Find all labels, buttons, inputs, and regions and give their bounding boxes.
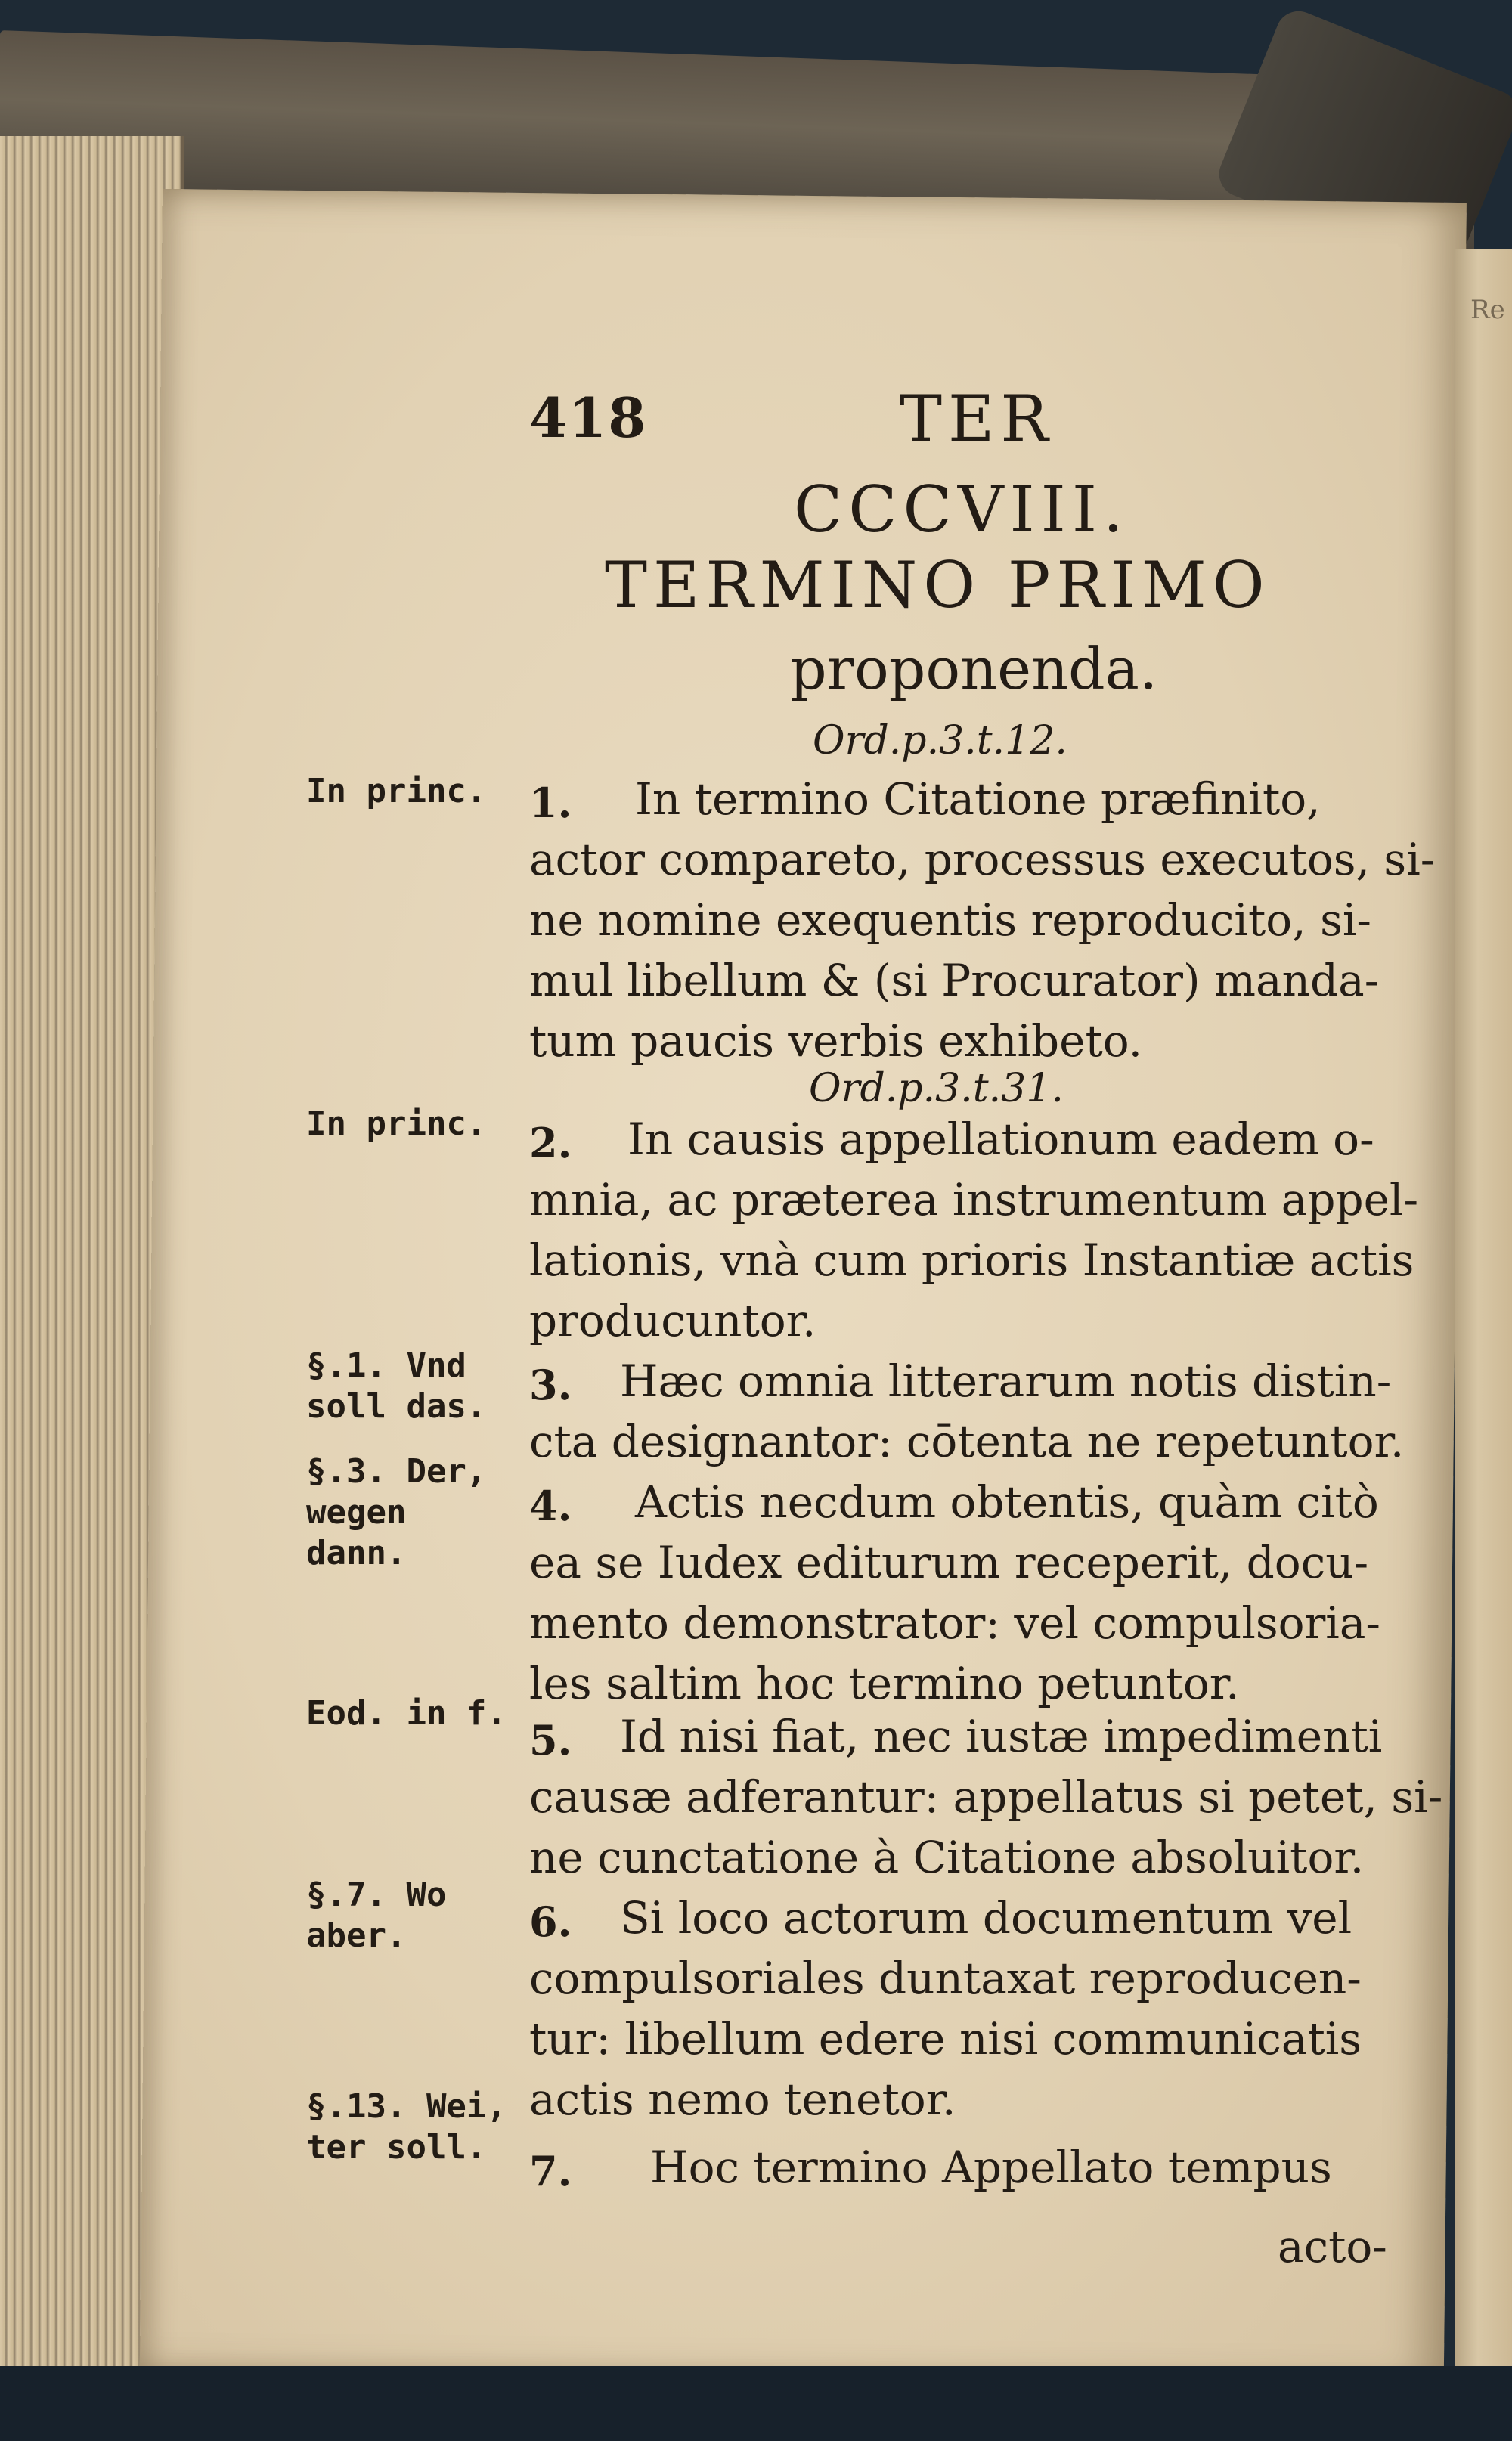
paragraph-number: 2. — [529, 1119, 572, 1167]
margin-note: §.7. Wo aber. — [306, 1876, 447, 1955]
paragraph-line: In termino Citatione præfinito, — [635, 773, 1321, 825]
paragraph-number: 7. — [529, 2147, 572, 2195]
catchword: acto- — [1278, 2221, 1387, 2272]
chapter-title: TERMINO PRIMO — [605, 548, 1271, 622]
margin-note: In princ. — [306, 1104, 487, 1143]
paragraph-line: Id nisi fiat, nec iustæ impedimenti — [620, 1711, 1383, 1762]
paragraph-number: 5. — [529, 1716, 572, 1764]
paragraph-line: causæ adferantur: appellatus si petet, si- — [529, 1771, 1443, 1823]
paragraph-line: ne nomine exequentis reproducito, si- — [529, 894, 1371, 946]
paragraph-line: actis nemo tenetor. — [529, 2074, 956, 2125]
chapter-number: CCCVIII. — [794, 472, 1129, 547]
paragraph-line: cta designantor: cōtenta ne repetuntor. — [529, 1416, 1405, 1467]
paragraph-line: mnia, ac prætereа instrumentum appel- — [529, 1174, 1419, 1225]
margin-note: §.3. Der, wegen dann. — [306, 1452, 487, 1572]
paragraph-line: producuntor. — [529, 1295, 816, 1346]
paragraph-line: Actis necdum obtentis, quàm citò — [635, 1476, 1379, 1528]
reference-2: Ord.p.3.t.31. — [809, 1066, 1064, 1111]
next-page-fragment: Re — [1470, 295, 1505, 325]
margin-note: §.13. Wei, ter soll. — [306, 2087, 507, 2167]
paragraph-line: mento demonstrator: vel compulsoria- — [529, 1597, 1381, 1649]
paragraph-line: In causis appellationum eadem o- — [627, 1114, 1374, 1165]
next-page-edge — [1455, 249, 1512, 2366]
running-head: TER — [900, 382, 1055, 456]
paragraph-line: Hæc omnia litterarum notis distin- — [620, 1355, 1392, 1407]
paragraph-number: 6. — [529, 1897, 572, 1946]
paragraph-line: ne cunctatione à Citatione absoluitor. — [529, 1832, 1365, 1883]
paragraph-number: 3. — [529, 1361, 572, 1409]
reference-1: Ord.p.3.t.12. — [813, 718, 1067, 764]
paragraph-line: tum paucis verbis exhibeto. — [529, 1015, 1143, 1067]
paragraph-line: les saltim hoc termino petuntor. — [529, 1658, 1240, 1709]
paragraph-line: Si loco actorum documentum vel — [620, 1892, 1352, 1944]
margin-note: In princ. — [306, 772, 487, 810]
paragraph-number: 4. — [529, 1482, 572, 1530]
paragraph-line: ea se Iudex editurum receperit, docu- — [529, 1537, 1369, 1588]
paragraph-line: tur: libellum edere nisi communicatis — [529, 2013, 1362, 2065]
paragraph-line: lationis, vnà cum prioris Instantiæ actis — [529, 1234, 1414, 1286]
margin-note: Eod. in f. — [306, 1694, 507, 1733]
paragraph-line: Hoc termino Appellato tempus — [650, 2142, 1332, 2193]
chapter-subtitle: proponenda. — [790, 635, 1158, 702]
page-number: 418 — [529, 386, 648, 450]
paragraph-line: mul libellum & (si Procurator) manda- — [529, 955, 1380, 1006]
paragraph-line: actor compareto, processus executos, si- — [529, 834, 1436, 885]
paragraph-line: compulsoriales duntaxat reproducen- — [529, 1953, 1362, 2004]
background-shadow — [0, 2366, 1512, 2441]
paragraph-number: 1. — [529, 779, 572, 827]
margin-note: §.1. Vnd soll das. — [306, 1346, 487, 1426]
